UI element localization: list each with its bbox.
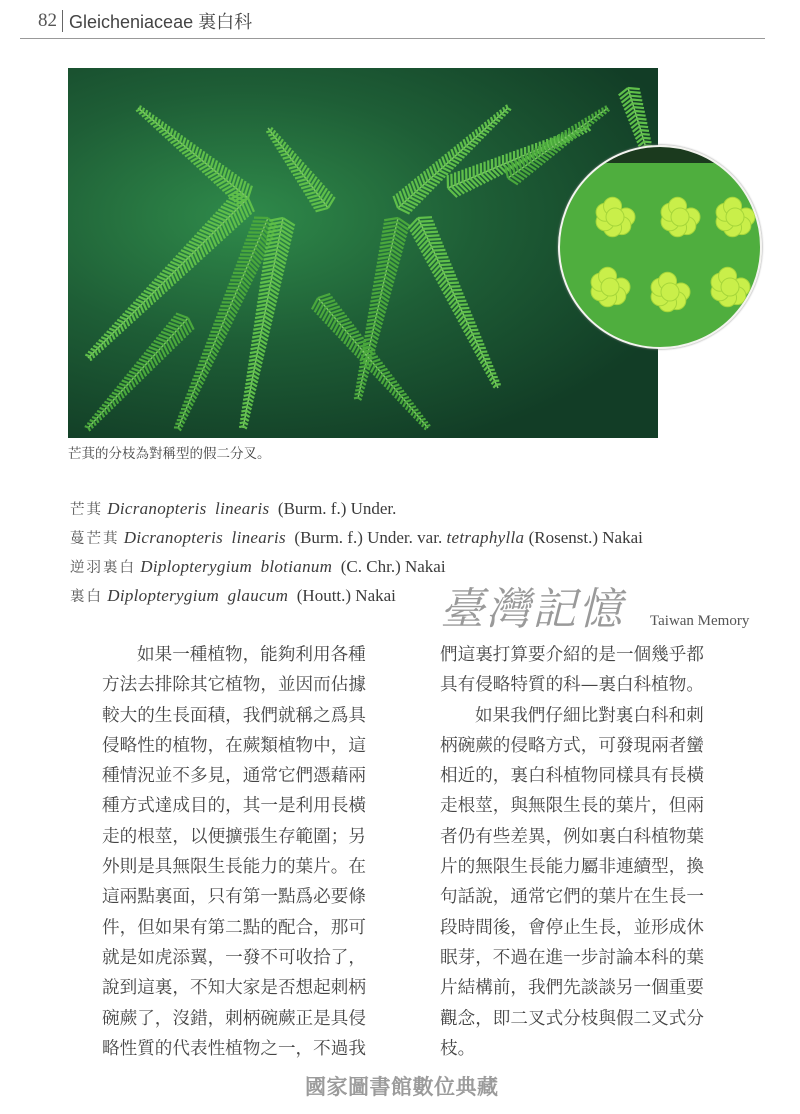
fern-pinna [136,106,252,205]
text-line: 枝。 [440,1038,476,1059]
text-line: 段時間後，會停止生長，並形成休 [440,917,704,938]
chinese-name: 芒萁 [70,502,103,518]
author: (Burm. f.) Under. [277,499,397,518]
text-line: 說到這裏，不知大家是否想起刺柄 [102,978,366,999]
text-line: 觀念，即二叉式分枝與假二叉式分 [440,1008,704,1029]
sorus [671,208,689,226]
fern-pinna [85,313,194,431]
taiwan-memory-watermark: 臺灣記憶 [440,584,624,635]
text-line: 走根莖，與無限生長的葉片，但兩 [440,796,704,817]
genus: Dicranopteris [123,528,224,547]
text-line: 眠芽，不過在進一步討論本科的葉 [440,947,704,968]
header-rule [20,38,765,39]
text-line: 種方式達成目的，其一是利用長橫 [102,796,366,817]
text-line: 們這裏打算要介紹的是一個幾乎都 [440,645,704,665]
genus: Diplopterygium [107,586,220,605]
text-line: 具有侵略特質的科—裏白科植物。 [440,675,704,696]
text-line: 片結構前，我們先談談另一個重要 [440,978,704,999]
sorus [721,278,739,296]
epithet: blotianum [260,557,333,576]
text-line: 相近的，裏白科植物同樣具有長橫 [440,766,704,787]
fern-pinna [393,105,511,214]
text-line: 碗蕨了，沒錯，刺柄碗蕨正是具侵 [102,1008,366,1029]
species-entry [70,494,643,523]
text-line: 走的根莖，以便擴張生存範圍；另 [102,826,366,847]
author: (Houtt.) Nakai [296,586,396,605]
text-line: 就是如虎添翼，一發不可收拾了， [102,947,366,968]
page-number: 82 [38,10,63,32]
running-title: Gleicheniaceae 裏白科 [69,12,253,32]
text-line: 片的無限生長能力屬非連續型，換 [440,857,704,878]
genus: Diplopterygium [140,557,253,576]
fern-pinna [408,217,500,388]
text-line: 者仍有些差異，例如裏白科植物葉 [440,826,704,847]
text-line: 方法去排除其它植物，並因而佔據 [102,675,366,696]
taiwan-memory-watermark-subtitle: Taiwan Memory [650,613,750,629]
text-line: 種情況並不多見，通常它們憑藉兩 [102,766,366,787]
body-text-left-column [102,640,366,1064]
chinese-name: 蔓芒萁 [70,531,120,547]
text-line: 略性質的代表性植物之一，不過我 [102,1038,366,1059]
text-line: 如果一種植物，能夠利用各種 [137,645,366,665]
variety-author: (Rosenst.) Nakai [528,528,643,547]
species-entry [70,523,643,552]
text-line: 外則是具無限生長能力的葉片。在 [102,857,366,878]
sorus [601,278,619,296]
running-header [38,8,252,34]
genus: Dicranopteris [107,499,207,518]
text-line: 這兩點裏面，只有第一點爲必要條 [102,887,366,908]
body-text-right-column [440,640,704,1064]
text-line: 柄碗蕨的侵略方式，可發現兩者蠻 [440,735,704,756]
fern-pinna [312,294,430,430]
sori-illustration [560,147,760,347]
epithet: linearis [215,499,270,518]
var-label: var. [417,528,443,547]
text-line: 如果我們仔細比對裏白科和刺 [475,705,704,726]
author: (C. Chr.) Nakai [340,557,446,576]
sori-closeup-inset [558,145,762,349]
text-line: 件，但如果有第二點的配合，那可 [102,917,366,938]
author: (Burm. f.) Under. [294,528,413,547]
chinese-name: 裏白 [70,589,103,605]
sorus [606,208,624,226]
species-entry [70,552,643,581]
chinese-name: 逆羽裏白 [70,560,136,576]
sorus [661,283,679,301]
epithet: glaucum [227,586,289,605]
text-line: 句話說，通常它們的葉片在生長一 [440,887,704,908]
fern-pinna [266,128,334,212]
variety-name: tetraphylla [446,528,525,547]
library-watermark: 國家圖書館數位典藏 [305,1075,499,1099]
text-line: 較大的生長面積，我們就稱之爲具 [102,705,366,726]
epithet: linearis [231,528,286,547]
sorus [726,208,744,226]
figure-caption: 芒萁的分枝為對稱型的假二分叉。 [68,446,271,462]
text-line: 侵略性的植物，在蕨類植物中，這 [102,735,366,756]
